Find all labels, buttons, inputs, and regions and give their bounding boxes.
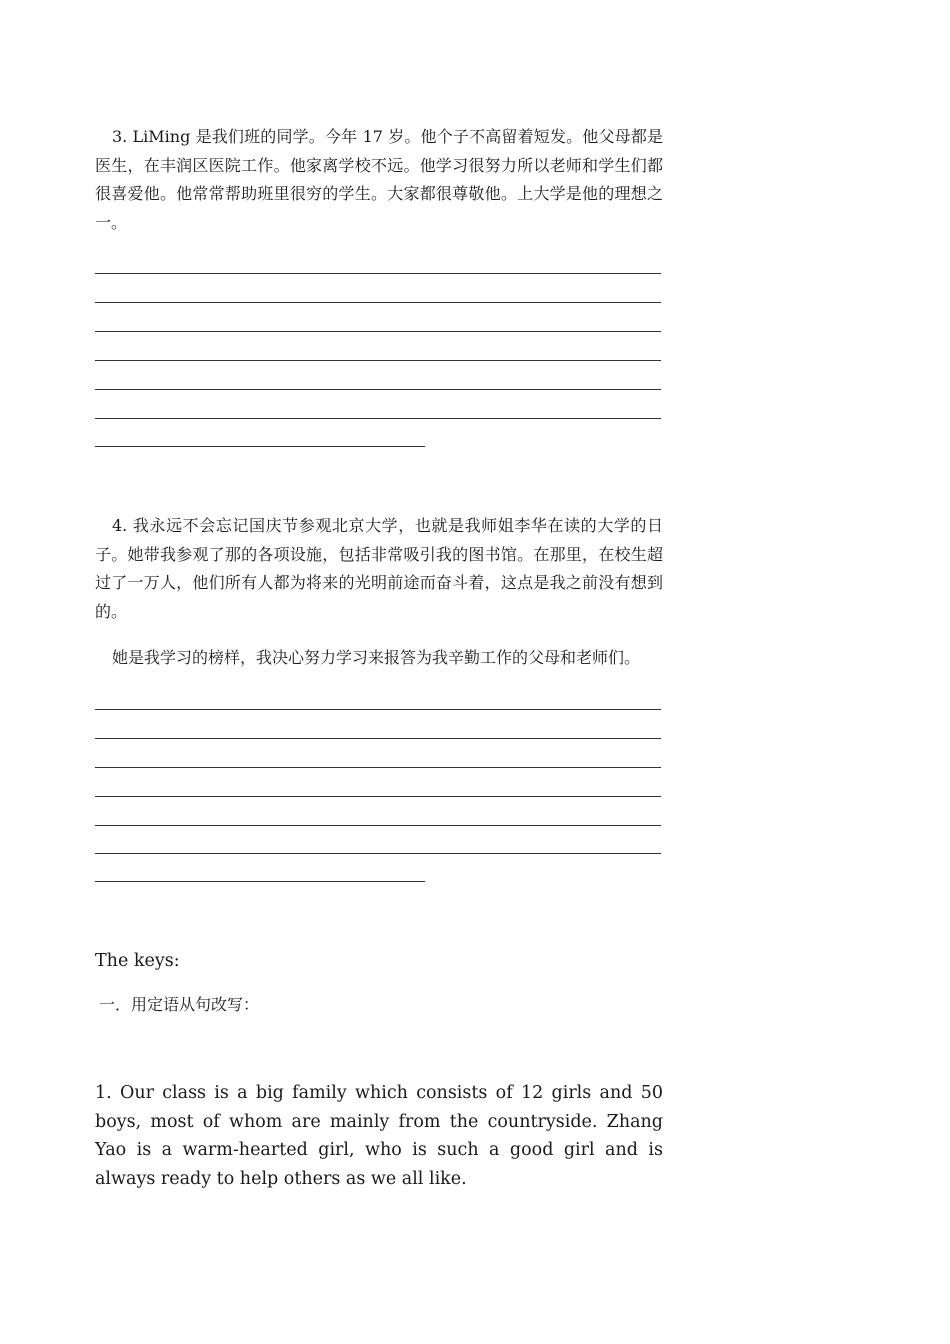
question-3-text: 3. LiMing 是我们班的同学。今年 17 岁。他个子不高留着短发。他父母都是医生，在丰润区医院工作。他家离学校不远。他学习很努力所以老师和学生们都很喜爱他。他常常帮助班里很穷的学生。大家都很尊敬他。上大学是他的理想之一。 — [95, 127, 663, 233]
answer-line[interactable] — [95, 796, 661, 797]
question-4-text: 4. 我永远不会忘记国庆节参观北京大学，也就是我师姐李华在读的大学的日子。她带我参观了那的各项设施，包括非常吸引我的图书馆。在那里，在校生超过了一万人，他们所有人都为将来的光明前途而奋斗着，这点是我之前没有想到的。 — [95, 516, 663, 622]
answer-line[interactable] — [95, 738, 661, 739]
key-answer-1: 1. Our class is a big family which consists of 12 girls and 50 boys, most of whom are mainly from the countryside. Zhang Yao is a warm-hearted girl, who is such a good girl and is always ready to help others as we all like. — [95, 1083, 663, 1190]
keys-section-heading: 一．用定语从句改写： — [99, 995, 260, 1014]
answer-line[interactable] — [95, 331, 661, 332]
answer-line[interactable] — [95, 302, 661, 303]
answer-line[interactable] — [95, 446, 425, 447]
answer-line[interactable] — [95, 709, 661, 710]
answer-line[interactable] — [95, 360, 661, 361]
answer-line[interactable] — [95, 418, 661, 419]
answer-line[interactable] — [95, 881, 425, 882]
question-4-text-continued: 她是我学习的榜样，我决心努力学习来报答为我辛勤工作的父母和老师们。 — [112, 648, 641, 667]
answer-line[interactable] — [95, 767, 661, 768]
answer-line[interactable] — [95, 853, 661, 854]
answer-line[interactable] — [95, 273, 661, 274]
keys-title: The keys: — [95, 951, 180, 971]
answer-line[interactable] — [95, 825, 661, 826]
answer-line[interactable] — [95, 389, 661, 390]
